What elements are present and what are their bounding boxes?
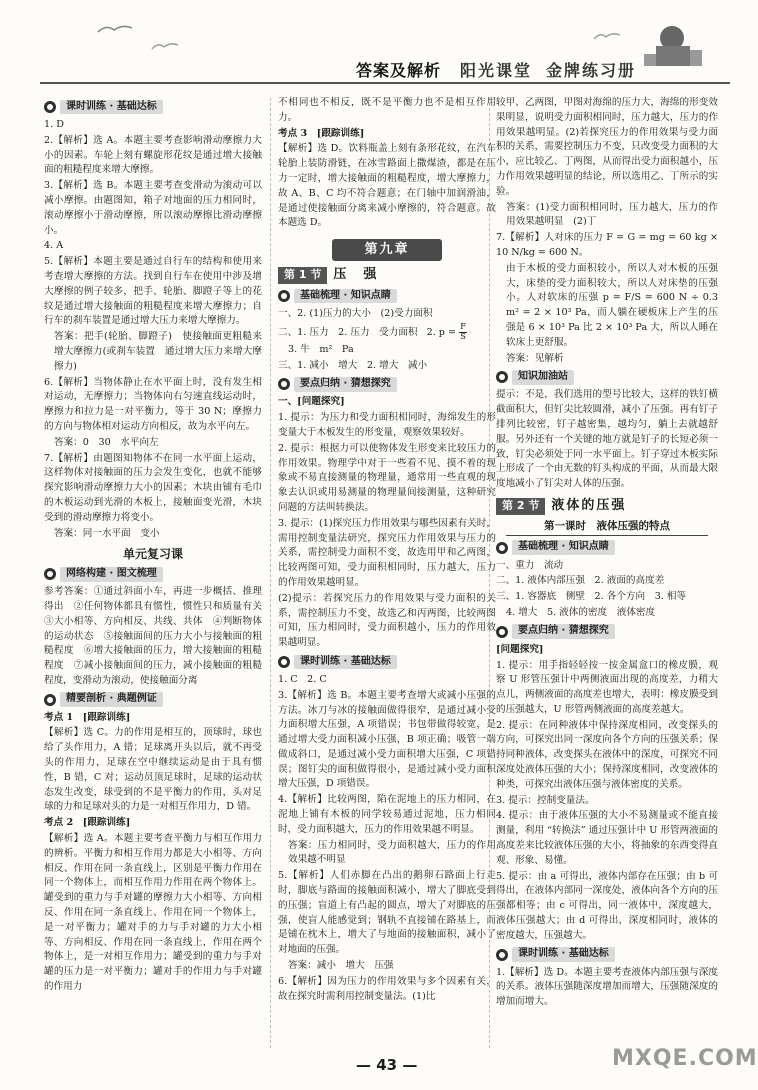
answer-line: 1. D [44,119,64,130]
header-brand: 阳光课堂 [460,61,533,80]
section-icon [44,568,56,580]
answer-line: 1. C 2. C [278,673,327,685]
section-header: 要点归纳 · 猜想探究 [278,376,496,392]
lesson-number: 第 2 节 [496,498,545,515]
answer-line: 6.【解析】当物体静止在水平面上时，没有发生相对运动，无摩擦力；当物体向右匀速直线运动时，摩擦力和拉力是一对平衡力，等于 30 N；摩擦力的方向与物体相对运动方向相反，故为水平向左。 [44,376,262,432]
answer-line: 考点 3 [跟踪训练] [278,127,365,139]
answer-line: 3.【解析】选 B。本题主要考查变滑动为滚动可以减小摩擦。由题图知，箱子对地面的压力相同时，滚动摩擦小于滑动摩擦，所以滚动摩擦比滑动摩擦小。 [44,180,262,236]
answer-line: 4. 增大 5. 液体的密度 液体密度 [506,606,656,618]
section-icon [496,949,508,961]
answer-line: 答案：0 30 水平向左 [54,436,159,448]
answer-line: 1. 提示：为压力和受力面积相同时，海绵发生的形变量大于木板发生的形变量，观察效果较好。 [278,412,496,438]
answer-line: 【解析】选 D。饮料瓶盖上刻有条形花纹，在汽车轮胎上装防滑链，在冰雪路面上撒煤渣，都是在压力一定时，增大接触面的粗糙程度，增大摩擦力，故 A、B、C 均不符合题意；在门轴中加润滑油，是通过使接触面分离来减小摩擦的，符合题意。故本题选 D。 [278,143,496,229]
bird-icon [150,40,180,52]
page-header [0,0,750,92]
bird-icon [96,22,136,36]
section-icon [278,290,290,302]
answer-line: [问题探究] [496,643,544,655]
page-number: — 43 — [356,1056,418,1074]
answer-line: 二、1. 压力 2. 压力 受力面积 2. p = $\frac{F}{S}$ [278,321,466,342]
answer-line: 5. 提示：由 a 可得出，液体内部存在压强；由 b 可得出，在液体内部同一深度处，液体向各个方向的压强都相等；由 c 可得出，同一液体中，深度越大，液体压强越大；由 d 可得出，深度相同时，液体的密度越大，压强越大。 [496,870,718,941]
answer-line: 【解析】选 C。力的作用是相互的，顶球时，球也给了头作用力，A 错；足球离开头以后，就不再受头的作用力，足球在空中继续运动是由于具有惯性，B 错，C 对；运动员顶足球时，足球的运动状态发生改变，球受到的不是平衡力的作用，头对足球的力和足球对头的力是一对相互作用力，D 错。 [44,727,262,813]
answer-line: 2. 提示：根据力可以使物体发生形变来比较压力的作用效果。物理学中对于一些看不见、摸不着的现象或不易直接测量的物理量，通常用一些直观的现象去认识或用易测量的物理量间接测量，这种研究问题的方法叫转换法。 [278,442,496,513]
answer-line: 三、1. 减小 增大 2. 增大 减小 [278,359,428,371]
answer-line: 2. 提示：在同种液体中保持深度相同，改变探头的方向，可探究出同一深度向各个方向的压强关系；保持同种液体，改变探头在液体中的深度，可探究不同深度处液体压强的大小；保持深度相同，改变液体的种类，可探究出液体压强与液体密度的关系。 [496,719,718,790]
answer-line: 3.【解析】选 B。本题主要考查增大或减小压强的方法。冰刀与冰的接触面做得很窄，是通过减小受力面积增大压强，A 项错误；书包带做得较宽，是通过增大受力面积减小压强，B 项正确；吸管一端做成斜口，是通过减小受力面积增大压强，C 项错误；图钉尖的面积做得很小，是通过减小受力面积增大压强，D 项错误。 [278,689,496,790]
lesson-name: 压 强 [333,267,379,283]
column-left [44,96,272,1051]
bird-icon [592,30,622,42]
section-header: 要点归纳 · 猜想探究 [496,624,718,640]
answer-line: 答案：(1)受力面积相同时，压力越大，压力的作用效果越明显 (2)丁 [506,201,718,228]
answer-line: 一、重力 流动 [496,559,564,571]
header-title: 答案及解析 [356,61,442,80]
section-icon [44,101,56,113]
answer-line: 1. 提示：用手指轻轻按一按金属盒口的橡皮膜，观察 U 形管压强计中两侧液面出现的高度差，力稍大点儿，两侧液面的高度差也增大，表明：橡皮膜受到的压强越大，U 形管两侧液面的高度差越大。 [496,659,718,715]
answer-line: 考点 1 [跟踪训练] [44,711,131,723]
answer-line: 4. A [44,240,64,252]
answer-line: 6.【解析】因为压力的作用效果与多个因素有关，故在探究时需利用控制变量法。(1)比 [278,975,496,1002]
answer-line: 较甲、乙两图，甲图对海绵的压力大，海绵的形变效果明显，说明受力面积相同时，压力越大，压力的作用效果越明显。(2)若探究压力的作用效果与受力面积的关系，需要控制压力不变，只改变受力面积的大小，应比较乙、丁两图，从而得出受力面积越小，压力作用效果越明显的结论，所以选用乙、丁所示的实验。 [496,97,718,197]
section-header: 课时训练 · 基础达标 [278,654,496,670]
answer-line: 考点 2 [跟踪训练] [44,817,131,829]
section-header: 知识加油站 [496,369,718,385]
lesson-number: 第 1 节 [278,267,327,284]
answer-line: 答案：见解析 [506,352,564,364]
answer-line: 3. 提示：控制变量法。 [496,794,595,806]
chapter-title: 第九章 [332,239,442,261]
answer-line: 提示：不是，我们选用的型号比较大，这样的铁钉横截面积大，但钉尖比较圆滑，减小了压强。再有钉子排列比较密，钉子越密集，越均匀，躺上去就越舒服。另外还有一个关键的地方就是钉子的长短必须一致，钉尖必须处于同一水平面上。钉子穿过木板实际上形成了一个由无数的钉头构成的平面，从而最大限度地减小了钉尖对人体的压强。 [496,389,718,490]
column-divider [270,98,271,1048]
answer-line: 7.【解析】人对床的压力 F = G = mg = 60 kg × 10 N/kg = 600 N。 [496,232,718,258]
unit-title: 单元复习课 [122,547,183,562]
section-icon [44,694,56,706]
answer-line: 答案：压力相同时，受力面积越大，压力的作用效果越不明显 [288,839,496,866]
answer-line: 答案：同一水平面 变小 [54,527,160,539]
decorative-building-icon [636,20,706,68]
answer-line: 一、[问题探究] [278,396,345,408]
answer-line: 7.【解析】由题图知物体不在同一水平面上运动，这样物体对接触面的压力会发生变化，也就不能够探究影响滑动摩擦力大小的因素；木块由铺有毛巾的木板运动到光滑的木板上，接触面变光滑，木块受到的滑动摩擦力将变小。 [44,452,262,523]
section-header: 课时训练 · 基础达标 [44,99,262,115]
section-header: 基础梳理 · 知识点睛 [496,540,718,556]
column-middle [278,96,496,1051]
section-header: 基础梳理 · 知识点睛 [278,288,496,304]
answer-line: 3. 提示：(1)探究压力作用效果与哪些因素有关时，需用控制变量法研究，探究压力作用效果与压力的关系，需控制受力面积不变，故选用甲和乙两图，比较两图可知，受力面积相同时，压力越大，压力的作用效果越明显。 [278,517,496,588]
answer-line: (2)提示：若探究压力的作用效果与受力面积的关系，需控制压力不变，故选乙和丙两图，比较两图可知，压力相同时，受力面积越小，压力的作用效果越明显。 [278,592,496,649]
header-brand-secondary: 金牌练习册 [546,61,637,80]
section-header: 网络构建 · 图文梳理 [44,566,262,582]
answer-line: 一、2. (1)压力的大小 (2)受力面积 [278,307,433,319]
answer-block [44,118,262,541]
lesson-subtitle: 第一课时 液体压强的特点 [506,519,708,536]
answer-line: 参考答案：①通过斜面小车，再进一步概括、推理得出 ②任何物体都具有惯性，惯性只和质量有关 ③大小相等、方向相反、共线、共体 ④判断物体的运动状态 ⑤接触面间的压力大小与接触面的粗糙程度 ⑥增大接触面的压力，增大接触面的粗糙程度 ⑦减小接触面间的压力，减小接触面的粗糙程度，变滑动为滚动，使接触面分离 [44,586,272,686]
lesson-name: 液体的压强 [551,497,627,513]
section-header: 课时训练 · 基础达标 [496,947,718,963]
answer-line: 2.【解析】选 A。本题主要考查影响滑动摩擦力大小的因素。车轮上刻有螺旋形花纹是通过增大接触面的粗糙程度来增大摩擦。 [44,134,262,176]
answer-line: 4. 提示：由于液体压强的大小不易测量或不能直接测量，利用 “转换法” 通过压强计中 U 形管两液面的高度差来比较液体压强的大小，将抽象的东西变得直观、形象、易懂。 [496,810,718,866]
lesson-heading [278,267,496,284]
answer-line: 不相同也不相反，既不是平衡力也不是相互作用力。 [278,97,496,123]
section-icon [496,371,508,383]
answer-line: 5.【解析】本题主要是通过自行车的结构和使用来考查增大摩擦的方法。找到自行车在使用中涉及增大摩擦的例子较多，把手、轮胎、脚蹬子等上的花纹是通过增大接触面的粗糙程度来增大摩擦力；自行车的刹车装置是通过增大压力来增大摩擦力。 [44,256,262,327]
answer-line: 由于木板的受力面积较小，所以人对木板的压强大，床垫的受力面积较大，所以人对床垫的压强小。人对软床的压强 p = F/S = 600 N ÷ 0.3 m² = 2 × 10³ Pa，而人躺在硬板床上产生的压强是 6 × 10³ Pa 比 2 × 10³ Pa 大，所以人睡在软床上更舒服。 [506,262,718,348]
formula-fraction: $\frac{F}{S}$ [460,321,466,342]
section-icon [278,378,290,390]
answer-line: 答案：把手(轮胎、脚蹬子) 使接触面更粗糙来增大摩擦力(或刹车装置 通过增大压力来增大摩擦力) [54,331,262,372]
section-icon [496,542,508,554]
lesson-heading [496,498,718,515]
formula: 2. p = $\frac{F}{S}$ [426,321,466,342]
answer-line: 5.【解析】人们赤脚在凸出的鹅卵石路面上行走时，脚底与路面的接触面积减小，增大了脚底受到的压强；盲道上有凸起的圆点，增大了对脚底的压强，使盲人能感觉到；钢轨不直接铺在路基上，而是铺在枕木上，增大了与地面的接触面积，减小了对地面的压强。 [278,870,496,956]
answer-line: 3. 牛 m² Pa [288,343,354,355]
watermark: MXQE.COM [612,1046,758,1071]
answer-line: 【解析】选 A。本题主要考查平衡力与相互作用力的辨析。平衡力和相互作用力都是大小相等、方向相反、作用在同一条直线上，区别是平衡力作用在同一个物体上，而相互作用力作用在两个物体上。罐受到的重力与手对罐的摩擦力大小相等、方向相反、作用在同一条直线上、作用在同一个物体上，是一对平衡力；罐对手的力与手对罐的力大小相等、方向相反、作用在同一条直线上，作用在两个物体上，是一对相互作用力；罐受到的重力与手对罐的压力是一对平衡力；罐对手的作用力与手对罐的作用力 [44,833,262,993]
column-right [496,96,718,1051]
answer-line: 答案：减小 增大 压强 [288,960,394,972]
answer-line: 1.【解析】选 D。本题主要考查液体内部压强与深度的关系。液体压强随深度增加而增大，压强随深度的增加而增大。 [496,966,718,1008]
answer-line: 三、1. 容器底 侧壁 2. 各个方向 3. 相等 [496,591,687,603]
section-header: 精要剖析 · 典题例证 [44,692,262,708]
section-icon [278,656,290,668]
answer-line: 4.【解析】比较两图，陷在泥地上的压力相同，在泥地上铺有木板的同学较易通过泥地，压力相同时，受力面积越大，压力的作用效果越不明显。 [278,794,496,835]
section-icon [496,626,508,638]
answer-line: 二、1. 液体内部压强 2. 液面的高度差 [496,575,665,587]
